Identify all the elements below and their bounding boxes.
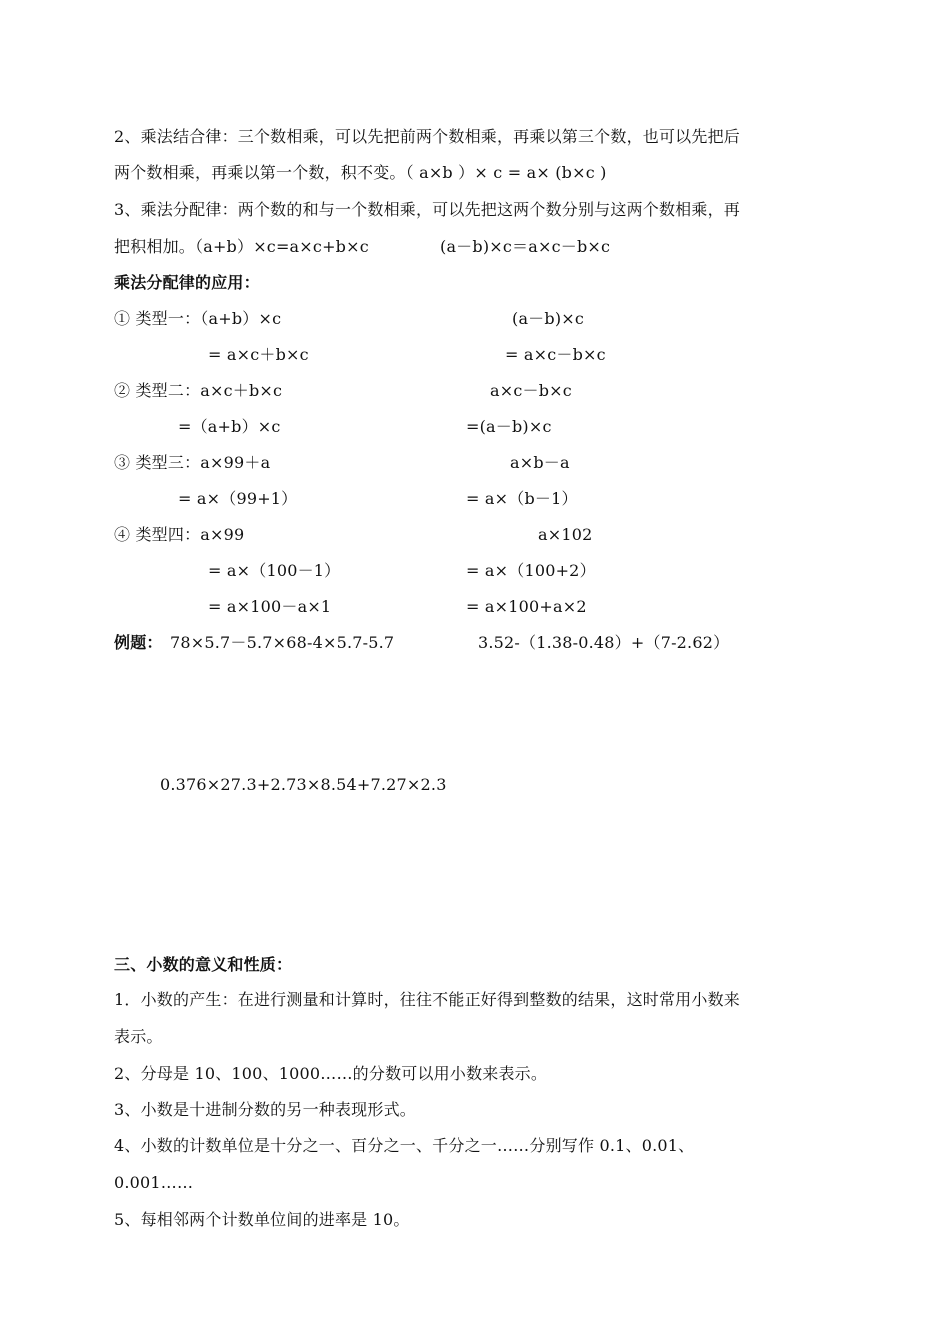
type-four-right-step-2: = a×100+a×2: [466, 597, 587, 616]
decimals-point-3: 3、小数是十进制分数的另一种表现形式。: [114, 1100, 416, 1119]
examples-label: 例题：: [114, 633, 163, 652]
example-expression-3: 0.376×27.3+2.73×8.54+7.27×2.3: [160, 775, 447, 794]
example-expression-2: 3.52-（1.38-0.48）+（7-2.62）: [478, 633, 730, 652]
example-expression-1: 78×5.7－5.7×68-4×5.7-5.7: [170, 633, 395, 652]
decimals-point-4-line-2: 0.001……: [114, 1173, 194, 1192]
decimals-heading: 三、小数的意义和性质：: [114, 955, 293, 974]
type-one-left-step: = a×c＋b×c: [208, 345, 309, 364]
type-three-left: ③ 类型三：a×99＋a: [114, 453, 271, 472]
type-four-left-step: = a×（100－1）: [208, 561, 341, 580]
distributive-law-line-1: 3、乘法分配律：两个数的和与一个数相乘，可以先把这两个数分别与这两个数相乘，再: [114, 200, 740, 219]
decimals-point-2: 2、分母是 10、100、1000……的分数可以用小数来表示。: [114, 1064, 548, 1083]
type-four-left: ④ 类型四：a×99: [114, 525, 245, 544]
type-three-right: a×b－a: [510, 453, 570, 472]
distributive-applications-heading: 乘法分配律的应用：: [114, 273, 260, 292]
type-two-right-step: =(a－b)×c: [466, 417, 552, 436]
associative-law-line-2: 两个数相乘，再乘以第一个数，积不变。（ a×b ）× c = a× (b×c ): [114, 163, 607, 182]
type-four-left-step-2: = a×100－a×1: [208, 597, 332, 616]
type-two-left: ② 类型二：a×c＋b×c: [114, 381, 283, 400]
decimals-point-1-line-1: 1．小数的产生：在进行测量和计算时，往往不能正好得到整数的结果，这时常用小数来: [114, 990, 740, 1009]
distributive-law-formula-1: 把积相加。（a+b）×c=a×c+b×c: [114, 237, 369, 256]
decimals-point-5: 5、每相邻两个计数单位间的进率是 10。: [114, 1210, 410, 1229]
type-four-right-step: = a×（100+2）: [466, 561, 596, 580]
type-four-right: a×102: [538, 525, 593, 544]
associative-law-line-1: 2、乘法结合律：三个数相乘，可以先把前两个数相乘，再乘以第三个数，也可以先把后: [114, 127, 740, 146]
distributive-law-formula-2: (a－b)×c＝a×c－b×c: [440, 237, 611, 256]
type-three-right-step: = a×（b－1）: [466, 489, 578, 508]
type-three-left-step: = a×（99+1）: [178, 489, 298, 508]
decimals-point-4-line-1: 4、小数的计数单位是十分之一、百分之一、千分之一……分别写作 0.1、0.01、: [114, 1136, 695, 1155]
type-one-left: ① 类型一：（a+b）×c: [114, 309, 282, 328]
type-one-right-step: = a×c－b×c: [505, 345, 606, 364]
type-one-right: (a－b)×c: [512, 309, 585, 328]
decimals-point-1-line-2: 表示。: [114, 1027, 163, 1046]
type-two-left-step: =（a+b）×c: [178, 417, 281, 436]
type-two-right: a×c－b×c: [490, 381, 572, 400]
